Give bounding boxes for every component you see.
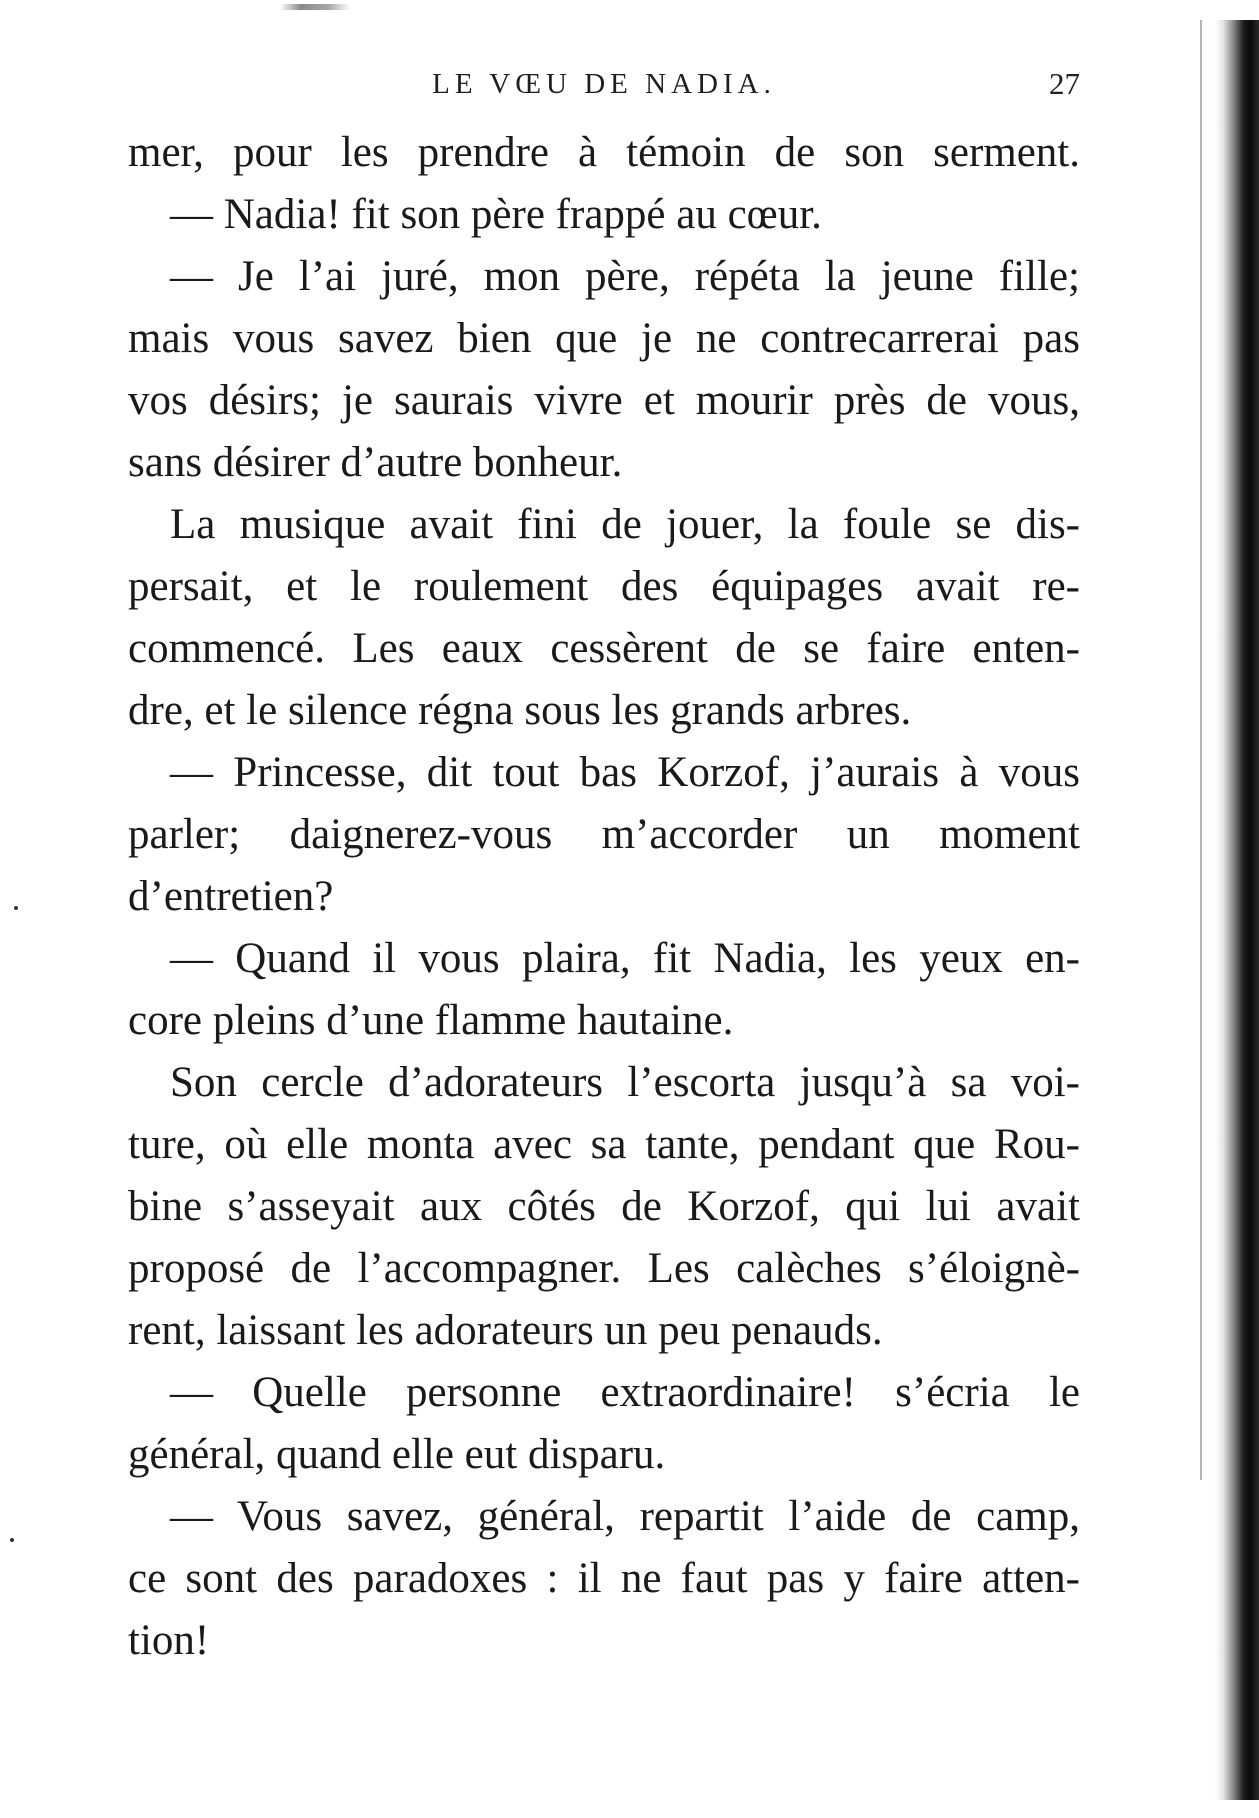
text-line: Son cercle d’adorateurs l’escorta jusqu’à sa voi- bbox=[170, 1059, 1080, 1106]
text-line: — Princesse, dit tout bas Korzof, j’aurais à vous bbox=[170, 749, 1080, 796]
text-line: commencé. Les eaux cessèrent de se faire enten- bbox=[128, 625, 1080, 672]
text-line: rent, laissant les adorateurs un peu penauds. bbox=[128, 1307, 883, 1354]
text-line: ture, où elle monta avec sa tante, pendant que Rou- bbox=[128, 1121, 1080, 1168]
text-line: d’entretien? bbox=[128, 873, 334, 920]
text-line: — Quelle personne extraordinaire! s’écria le bbox=[170, 1369, 1080, 1416]
text-line: général, quand elle eut disparu. bbox=[128, 1431, 666, 1478]
text-line: mer, pour les prendre à témoin de son serment. bbox=[128, 129, 1080, 176]
text-line: — Vous savez, général, repartit l’aide de camp, bbox=[170, 1493, 1080, 1540]
text-line: vos désirs; je saurais vivre et mourir près de vous, bbox=[128, 377, 1080, 424]
text-line: — Je l’ai juré, mon père, répéta la jeune fille; bbox=[170, 253, 1080, 300]
text-line: sans désirer d’autre bonheur. bbox=[128, 439, 623, 486]
text-line: mais vous savez bien que je ne contrecarrerai pas bbox=[128, 315, 1080, 362]
running-head-title: LE VŒU DE NADIA. bbox=[432, 68, 776, 100]
scan-speck bbox=[14, 906, 18, 910]
text-line: — Nadia! fit son père frappé au cœur. bbox=[170, 191, 822, 238]
scan-speck bbox=[10, 1538, 14, 1542]
running-head bbox=[128, 68, 1080, 108]
text-line: dre, et le silence régna sous les grands arbres. bbox=[128, 687, 912, 734]
text-line: La musique avait fini de jouer, la foule se dis- bbox=[170, 501, 1080, 548]
scan-artifact bbox=[280, 4, 350, 10]
text-line: parler; daignerez-vous m’accorder un moment bbox=[128, 811, 1080, 858]
text-line: tion! bbox=[128, 1617, 210, 1664]
text-line: bine s’asseyait aux côtés de Korzof, qui lui avait bbox=[128, 1183, 1080, 1230]
text-line: persait, et le roulement des équipages avait re- bbox=[128, 563, 1080, 610]
page-edge-line bbox=[1200, 20, 1202, 1480]
body-text bbox=[128, 122, 1080, 1672]
page-number: 27 bbox=[1049, 66, 1080, 101]
text-line: — Quand il vous plaira, fit Nadia, les yeux en- bbox=[170, 935, 1080, 982]
page-edge-shadow bbox=[1215, 20, 1259, 1800]
text-line: ce sont des paradoxes : il ne faut pas y faire atten- bbox=[128, 1555, 1080, 1602]
text-line: core pleins d’une flamme hautaine. bbox=[128, 997, 734, 1044]
text-line: proposé de l’accompagner. Les calèches s’éloignè- bbox=[128, 1245, 1080, 1292]
